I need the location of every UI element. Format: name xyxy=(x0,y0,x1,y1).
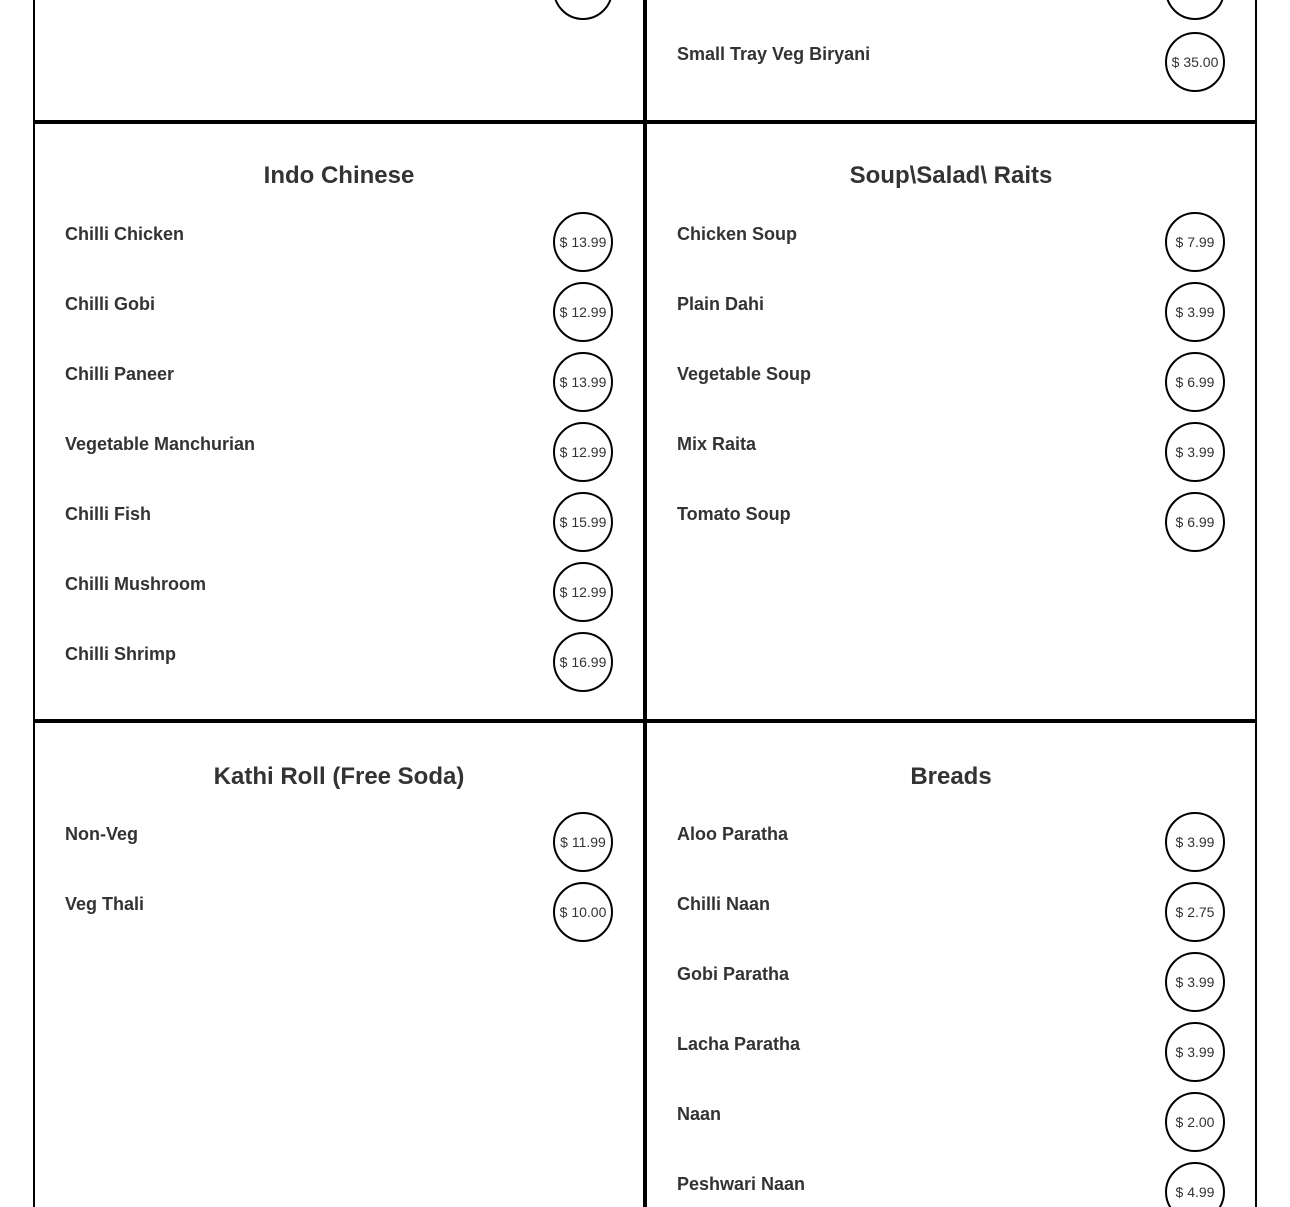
menu-item-price: $ 3.99 xyxy=(1165,952,1225,1012)
menu-item-price: $ 12.99 xyxy=(553,562,613,622)
menu-item-name: Small Tray Veg Biryani xyxy=(677,44,871,64)
section-kathi-roll xyxy=(34,723,644,1207)
menu-item-price: $ 3.99 xyxy=(1165,282,1225,342)
menu-item-name: Vegetable Soup xyxy=(677,364,812,384)
menu-item-name: Chilli Chicken xyxy=(65,224,185,244)
menu-item-name: Chilli Gobi xyxy=(65,294,155,314)
menu-item[interactable] xyxy=(646,964,1256,1034)
menu-item[interactable] xyxy=(34,294,644,364)
menu-item-name: Vegetable Manchurian xyxy=(65,434,256,454)
menu-item-price: $ 4.99 xyxy=(1165,1162,1225,1207)
menu-item-name: Chicken Soup xyxy=(677,224,798,244)
menu-item[interactable] xyxy=(646,364,1256,434)
menu-item[interactable] xyxy=(646,294,1256,364)
menu-item-price: $ 6.99 xyxy=(1165,352,1225,412)
menu-item-price: $ 35.00 xyxy=(1165,32,1225,92)
menu-item-price: $ 13.99 xyxy=(553,352,613,412)
section-title: Indo Chinese xyxy=(263,162,415,189)
menu-item[interactable] xyxy=(646,434,1256,504)
menu-item-price: $ 12.99 xyxy=(553,422,613,482)
menu-item[interactable] xyxy=(34,224,644,294)
menu-item-price: $ 3.99 xyxy=(1165,422,1225,482)
menu-item-price: $ 12.99 xyxy=(553,282,613,342)
menu-item-price: $ 2.00 xyxy=(1165,1092,1225,1152)
menu-item-price: $ 13.99 xyxy=(553,212,613,272)
section-title: Kathi Roll (Free Soda) xyxy=(213,763,465,790)
section-top-right xyxy=(646,0,1256,120)
menu-item[interactable] xyxy=(34,644,644,714)
section-indo-chinese xyxy=(34,124,644,719)
menu-item[interactable] xyxy=(646,894,1256,964)
menu-item[interactable] xyxy=(34,824,644,894)
menu-item-name: Chilli Mushroom xyxy=(65,574,206,594)
menu-item-name: Chilli Paneer xyxy=(65,364,175,384)
section-breads xyxy=(646,723,1256,1207)
menu-item-price: $ 2.75 xyxy=(1165,882,1225,942)
menu-item-name: Chilli Naan xyxy=(677,894,771,914)
menu-item[interactable] xyxy=(646,824,1256,894)
menu-item[interactable] xyxy=(34,364,644,434)
menu-item-name: Gobi Paratha xyxy=(677,964,790,984)
menu-item[interactable] xyxy=(34,504,644,574)
menu-item-price: $ 7.99 xyxy=(1165,212,1225,272)
menu-item-price: $ 10.00 xyxy=(553,882,613,942)
menu-item-name: Tomato Soup xyxy=(677,504,791,524)
price-circle-partial xyxy=(1165,0,1225,20)
menu-item-name: Non-Veg xyxy=(65,824,139,844)
menu-item[interactable] xyxy=(646,1174,1256,1207)
menu-item-price: $ 3.99 xyxy=(1165,812,1225,872)
section-top-left xyxy=(34,0,644,120)
menu-item-name: Plain Dahi xyxy=(677,294,765,314)
menu-item-price: $ 3.99 xyxy=(1165,1022,1225,1082)
menu-item-name: Lacha Paratha xyxy=(677,1034,801,1054)
menu-item[interactable] xyxy=(34,574,644,644)
section-soup-salad-raits xyxy=(646,124,1256,719)
menu-item-price: $ 6.99 xyxy=(1165,492,1225,552)
menu-item[interactable] xyxy=(646,44,1256,114)
menu-item-name: Aloo Paratha xyxy=(677,824,789,844)
section-title: Breads xyxy=(910,763,992,790)
menu-item-name: Mix Raita xyxy=(677,434,757,454)
menu-item-price: $ 11.99 xyxy=(553,812,613,872)
menu-item[interactable] xyxy=(646,1104,1256,1174)
menu-item[interactable] xyxy=(646,504,1256,574)
section-title: Soup\Salad\ Raits xyxy=(849,162,1053,189)
menu-item-name: Veg Thali xyxy=(65,894,145,914)
menu-item[interactable] xyxy=(646,224,1256,294)
menu-item-name: Chilli Shrimp xyxy=(65,644,177,664)
menu-item[interactable] xyxy=(646,1034,1256,1104)
menu-item-name: Peshwari Naan xyxy=(677,1174,806,1194)
price-circle-partial xyxy=(553,0,613,20)
menu-item-price: $ 16.99 xyxy=(553,632,613,692)
menu-item[interactable] xyxy=(34,434,644,504)
menu-item-name: Naan xyxy=(677,1104,722,1124)
menu-item[interactable] xyxy=(34,894,644,964)
menu-item-name: Chilli Fish xyxy=(65,504,152,524)
menu-item-price: $ 15.99 xyxy=(553,492,613,552)
